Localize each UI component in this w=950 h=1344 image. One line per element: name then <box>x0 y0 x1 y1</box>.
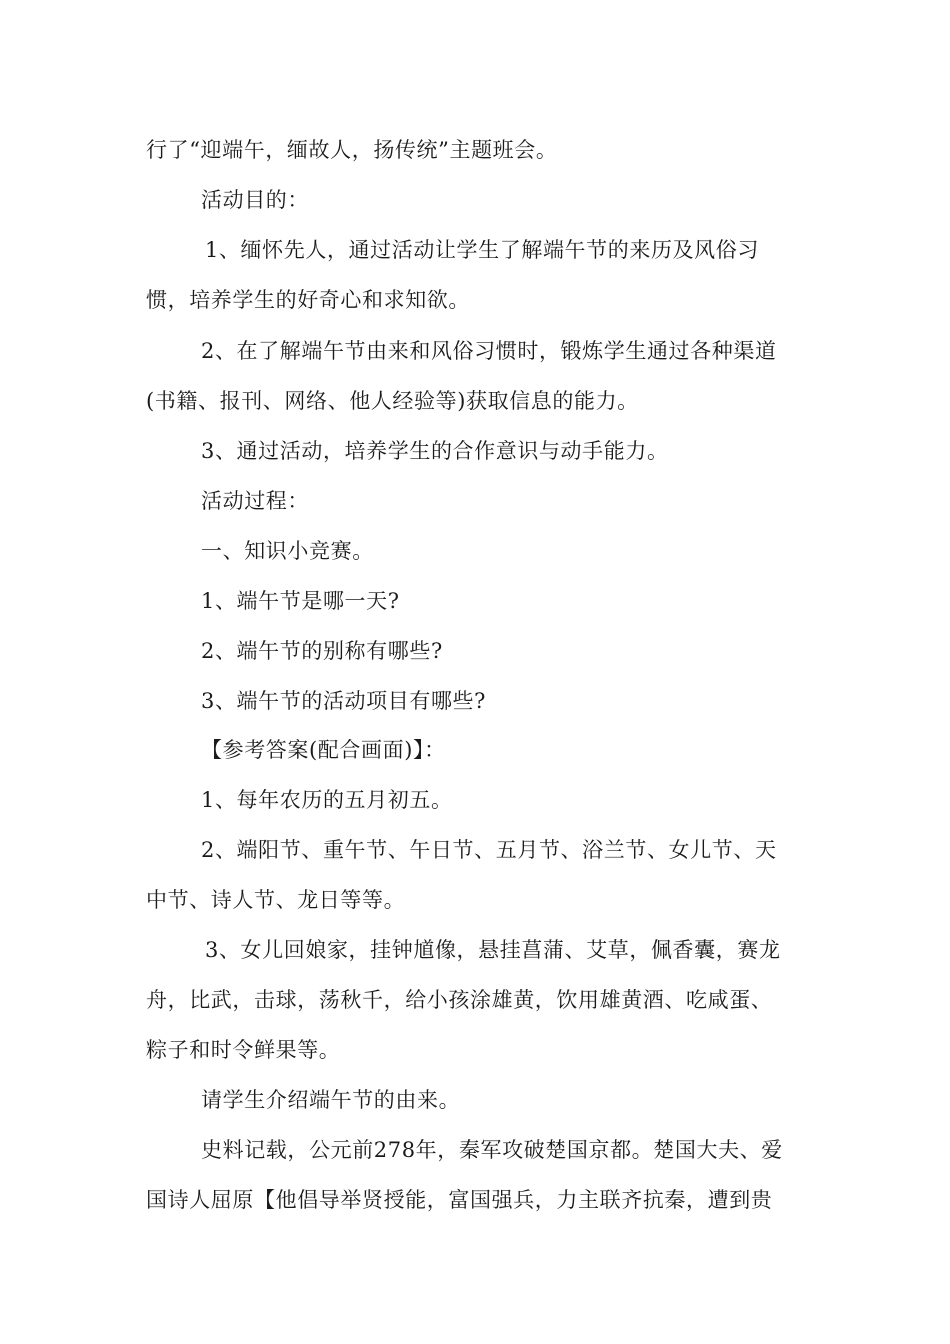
paragraph-line: 2、在了解端午节由来和风俗习惯时，锻炼学生通过各种渠道 <box>201 339 777 363</box>
quiz-question: 2、端午节的别称有哪些? <box>201 639 443 663</box>
quiz-answer: 3、女儿回娘家，挂钟馗像，悬挂菖蒲、艾草，佩香囊，赛龙 <box>205 938 781 962</box>
paragraph-line: (书籍、报刊、网络、他人经验等)获取信息的能力。 <box>146 389 639 413</box>
paragraph-line: 3、通过活动，培养学生的合作意识与动手能力。 <box>201 439 669 463</box>
paragraph-line: 一、知识小竞赛。 <box>201 539 374 563</box>
paragraph-line: 国诗人屈原【他倡导举贤授能，富国强兵，力主联齐抗秦，遭到贵 <box>146 1188 773 1212</box>
paragraph-line: 请学生介绍端午节的由来。 <box>201 1088 461 1112</box>
quiz-answer: 舟，比武，击球，荡秋千，给小孩涂雄黄，饮用雄黄酒、吃咸蛋、 <box>146 988 773 1012</box>
paragraph-line: 1、缅怀先人，通过活动让学生了解端午节的来历及风俗习 <box>205 238 759 262</box>
quiz-answer: 1、每年农历的五月初五。 <box>201 788 453 812</box>
quiz-question: 1、端午节是哪一天? <box>201 589 400 613</box>
paragraph-line: 惯，培养学生的好奇心和求知欲。 <box>146 288 470 312</box>
quiz-answer: 2、端阳节、重午节、午日节、五月节、浴兰节、女儿节、天 <box>201 838 777 862</box>
quiz-question: 3、端午节的活动项目有哪些? <box>201 689 487 713</box>
quiz-answer: 中节、诗人节、龙日等等。 <box>146 888 406 912</box>
answer-heading: 【参考答案(配合画面)】： <box>201 738 446 762</box>
quiz-answer: 粽子和时令鲜果等。 <box>146 1038 341 1062</box>
section-heading-purpose: 活动目的： <box>201 188 309 212</box>
paragraph-line: 行了“迎端午，缅故人，扬传统”主题班会。 <box>146 138 558 162</box>
paragraph-line: 史料记载，公元前278年，秦军攻破楚国京都。楚国大夫、爱 <box>201 1138 783 1162</box>
section-heading-process: 活动过程： <box>201 489 309 513</box>
